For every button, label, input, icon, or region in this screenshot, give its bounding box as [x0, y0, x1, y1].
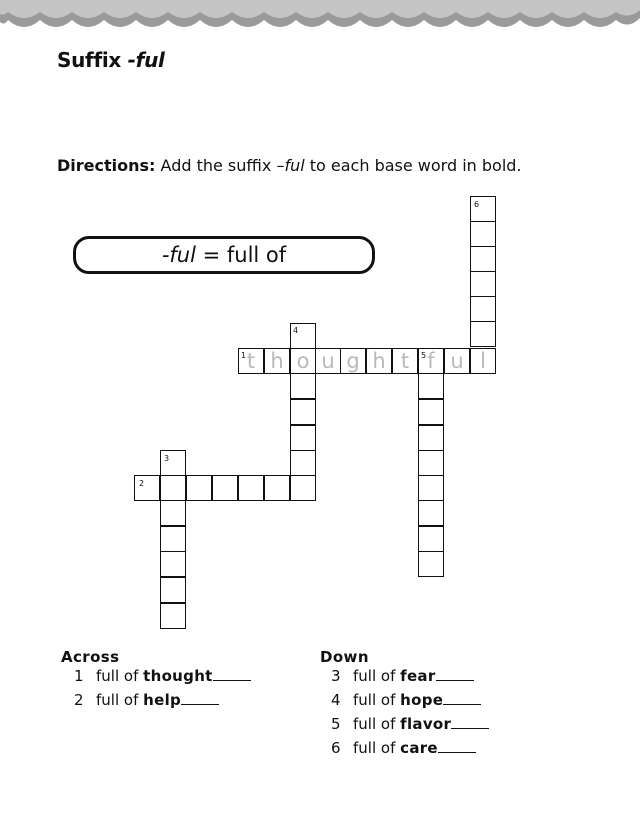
- clue-num: 4: [331, 691, 341, 709]
- clue-prefix: full of: [96, 667, 144, 685]
- cell-2-7[interactable]: [290, 475, 316, 501]
- base-word: hope: [400, 691, 444, 709]
- traced-letter: h: [270, 349, 284, 373]
- cell-5-8[interactable]: [418, 526, 444, 552]
- traced-letter: t: [400, 349, 410, 373]
- base-word: flavor: [400, 715, 452, 733]
- directions-suffix: –ful: [276, 156, 305, 175]
- cell-2-2[interactable]: [160, 475, 186, 501]
- cell-3-5[interactable]: [160, 551, 186, 577]
- answer-blank: [213, 666, 251, 681]
- clue-prefix: full of: [353, 667, 401, 685]
- down-heading: Down: [320, 648, 369, 666]
- down-clue-5: [331, 714, 489, 733]
- cell-5-3[interactable]: [418, 399, 444, 425]
- cell-5-4[interactable]: [418, 425, 444, 451]
- clue-num: 1: [74, 667, 84, 685]
- clue-prefix: full of: [353, 691, 401, 709]
- down-clue-6: [331, 738, 476, 757]
- clue-number-1: 1: [241, 351, 247, 360]
- answer-blank: [181, 690, 219, 705]
- clue-num: 3: [331, 667, 341, 685]
- clue-number-6: 6: [474, 200, 480, 209]
- traced-letter: u: [321, 349, 335, 373]
- cell-3-7[interactable]: [160, 603, 186, 629]
- clue-prefix: full of: [96, 691, 144, 709]
- clue-number-4: 4: [293, 326, 299, 335]
- traced-letter: l: [480, 349, 486, 373]
- cell-6-6[interactable]: [470, 321, 496, 347]
- answer-blank: [443, 690, 481, 705]
- cell-3-4[interactable]: [160, 526, 186, 552]
- traced-letter: t: [246, 349, 256, 373]
- definition-suffix: -ful: [161, 243, 196, 267]
- cell-2-3[interactable]: [186, 475, 212, 501]
- cell-6-2[interactable]: [470, 221, 496, 247]
- cell-4-4[interactable]: [290, 399, 316, 425]
- traced-letter: f: [427, 349, 435, 373]
- clue-num: 6: [331, 739, 341, 757]
- traced-letter: g: [346, 349, 360, 373]
- cell-6-4[interactable]: [470, 271, 496, 297]
- clue-number-3: 3: [164, 454, 170, 463]
- cell-2-6[interactable]: [264, 475, 290, 501]
- directions-text-end: to each base word in bold.: [304, 156, 522, 175]
- clue-number-2: 2: [139, 479, 145, 488]
- directions-text: Add the suffix: [155, 156, 277, 175]
- cell-3-3[interactable]: [160, 500, 186, 526]
- cell-5-5[interactable]: [418, 450, 444, 476]
- directions-label: Directions:: [57, 156, 156, 175]
- across-heading: Across: [61, 648, 120, 666]
- across-clue-1: [74, 666, 251, 685]
- cell-5-9[interactable]: [418, 551, 444, 577]
- cell-6-3[interactable]: [470, 246, 496, 272]
- cell-2-1[interactable]: [134, 475, 160, 501]
- title-suffix: -ful: [127, 48, 165, 72]
- clue-prefix: full of: [353, 739, 401, 757]
- cell-2-5[interactable]: [238, 475, 264, 501]
- base-word: thought: [143, 667, 213, 685]
- clue-prefix: full of: [353, 715, 401, 733]
- base-word: help: [143, 691, 182, 709]
- clue-number-5: 5: [421, 351, 427, 360]
- definition-text: = full of: [195, 243, 287, 267]
- cell-5-2[interactable]: [418, 373, 444, 399]
- answer-blank: [438, 738, 476, 753]
- answer-blank: [451, 714, 489, 729]
- cell-6-5[interactable]: [470, 296, 496, 322]
- base-word: fear: [400, 667, 436, 685]
- traced-letter: o: [296, 349, 310, 373]
- answer-blank: [436, 666, 474, 681]
- cell-2-4[interactable]: [212, 475, 238, 501]
- cell-4-6[interactable]: [290, 450, 316, 476]
- down-clue-3: [331, 666, 474, 685]
- across-clue-2: [74, 690, 219, 709]
- cell-5-7[interactable]: [418, 500, 444, 526]
- cell-3-6[interactable]: [160, 577, 186, 603]
- base-word: care: [400, 739, 438, 757]
- down-clue-4: [331, 690, 481, 709]
- cell-4-5[interactable]: [290, 425, 316, 451]
- traced-letter: u: [450, 349, 464, 373]
- clue-num: 5: [331, 715, 341, 733]
- traced-letter: h: [372, 349, 386, 373]
- cell-4-3[interactable]: [290, 373, 316, 399]
- cell-5-6[interactable]: [418, 475, 444, 501]
- title-text: Suffix: [57, 48, 128, 72]
- clue-num: 2: [74, 691, 84, 709]
